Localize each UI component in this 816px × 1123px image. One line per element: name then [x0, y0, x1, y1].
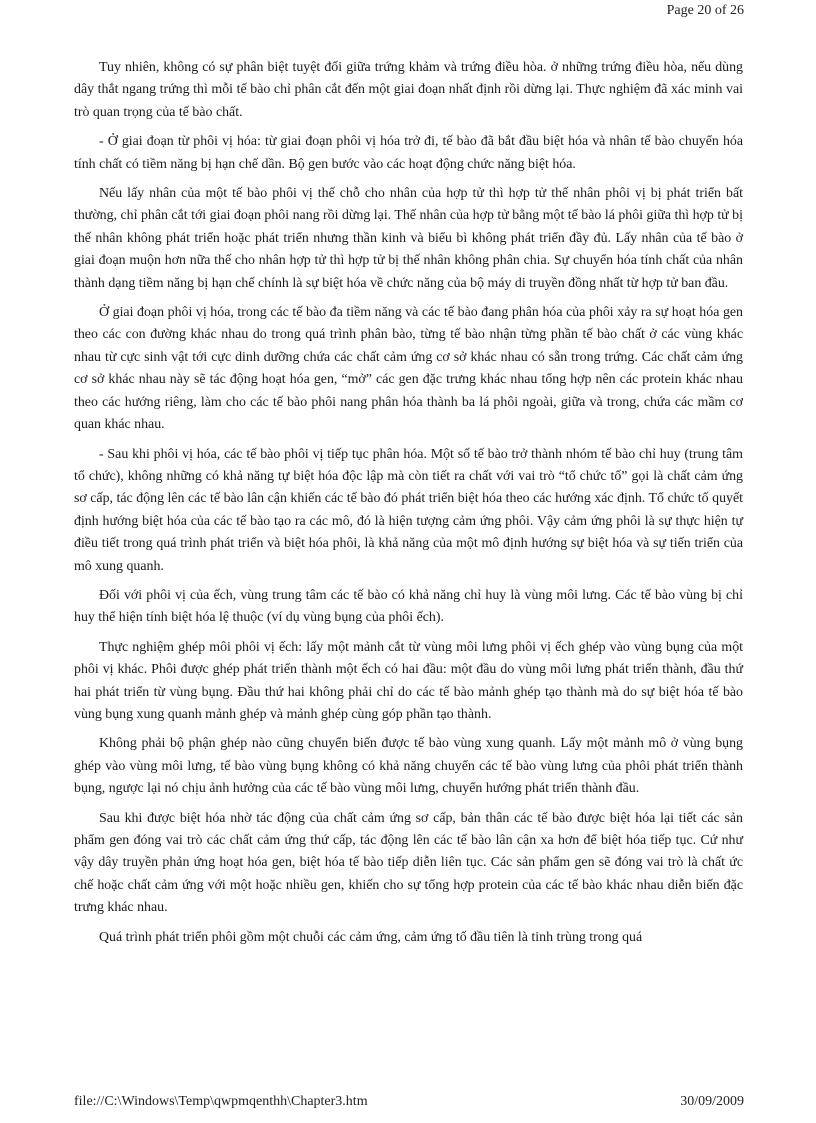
paragraph-2: - Ở giai đoạn từ phôi vị hóa: từ giai đoạn phôi vị hóa trở đi, tế bào đã bắt đầu biệt hóa và nhân tế bào chuyển hóa tính chất có tiềm năng bị hạn chế dần. Bộ gen bước vào các hoạt động chức năng biệt hóa. — [74, 134, 743, 172]
paragraph-6: Đối với phôi vị của ếch, vùng trung tâm các tế bào có khả năng chỉ huy là vùng môi lưng. Các tế bào vùng bị chỉ huy thể hiện tính biệt hóa lệ thuộc (ví dụ vùng bụng của phôi ếch). — [74, 587, 743, 626]
page-number-label: Page 20 of 26 — [666, 3, 744, 18]
paragraph-10: Quá trình phát triển phôi gồm một chuỗi các cảm ứng, cảm ứng tố đầu tiên là tinh trùng trong quá — [99, 929, 643, 945]
paragraph-8: Không phải bộ phận ghép nào cũng chuyển biến được tế bào vùng xung quanh. Lấy một mảnh mô ở vùng bụng ghép vào vùng môi lưng, tế bào vùng bụng không có khả năng chuyển các tế bào vùng lưng của phôi phát triển thành bụng, ngược lại nó chịu ảnh hưởng của các tế bào vùng môi lưng, chuyển hướng phát triển thành đầu. — [74, 736, 743, 797]
paragraph-5: - Sau khi phôi vị hóa, các tế bào phôi vị tiếp tục phân hóa. Một số tế bào trở thành nhóm tế bào chỉ huy (trung tâm tổ chức), không những có khả năng tự biệt hóa độc lập mà còn tiết ra chất với vai trò “tổ chức tố” gọi là chất cảm ứng sơ cấp, tác động lên các tế bào lân cận khiến các tế bào đó phát triển biệt hóa theo các hướng xác định. Tổ chức tố quyết định hướng biệt hóa của các tế bào tạo ra các mô, đó là hiện tượng cảm ứng phôi. Vậy cảm ứng phôi là sự thực hiện tự điều tiết trong quá trình phát triển và biệt hóa phôi, là khả năng của một mô định hướng sự biệt hóa và sự tiến triển của mô xung quanh. — [74, 446, 743, 574]
footer-file-path: file://C:\Windows\Temp\qwpmqenthh\Chapter3.htm — [74, 1094, 368, 1109]
document-body — [74, 57, 743, 956]
paragraph-3: Nếu lấy nhân của một tế bào phôi vị thế chỗ cho nhân của hợp tử thì hợp tử thế nhân phôi vị bị phát triển bất thường, chỉ phân cắt tới giai đoạn phôi nang rồi dừng lại. Thế nhân của hợp tử bằng một tế bào lá phôi giữa thì hợp tử bị thế nhân không phát triển hoặc phát triển nhưng thần kinh và biểu bì không phát triển đầy đủ. Lấy nhân của tế bào ở giai đoạn muộn hơn nữa thế cho nhân hợp tử thì hợp tử bị thế nhân không phân chia. Sự chuyển hóa tính chất của nhân thành dạng tiềm năng bị hạn chế chính là sự biệt hóa về chức năng của bộ máy di truyền đồng nhất từ hợp tử ban đầu. — [74, 186, 743, 291]
paragraph-9: Sau khi được biệt hóa nhờ tác động của chất cảm ứng sơ cấp, bản thân các tế bào được biệt hóa lại tiết các sản phẩm gen đóng vai trò các chất cảm ứng thứ cấp, tác động lên các tế bào lân cận xa hơn để biệt hóa tiếp tục. Cứ như vậy dây truyền phản ứng hoạt hóa gen, biệt hóa tế bào tiếp diễn liên tục. Các sản phẩm gen sẽ đóng vai trò là chất ức chế hoặc chất cảm ứng với một hoặc nhiều gen, khiến cho sự tổng hợp protein của các tế bào khác nhau diễn biến đặc trưng khác nhau. — [74, 810, 743, 916]
paragraph-4: Ở giai đoạn phôi vị hóa, trong các tế bào đa tiềm năng và các tế bào đang phân hóa của phôi xảy ra sự hoạt hóa gen theo các con đường khác nhau do trong quá trình phân bào, từng tế bào nhận từng phần tế bào chất ở các vùng khác nhau từ cực sinh vật tới cực dinh dưỡng chứa các chất cảm ứng cơ sở khác nhau có sẵn trong trứng. Các chất cảm ứng cơ sở khác nhau này sẽ tác động hoạt hóa gen, “mở” các gen đặc trưng khác nhau tổng hợp nên các protein khác nhau theo các hướng riêng, làm cho các tế bào phôi nang phân hóa thành ba lá phôi ngoài, giữa và trong, chứa các mầm cơ quan khác nhau. — [74, 305, 743, 433]
paragraph-1: Tuy nhiên, không có sự phân biệt tuyệt đối giữa trứng khảm và trứng điều hòa. ở những trứng điều hòa, nếu dùng dây thắt ngang trứng thì mỗi tế bào chỉ phân cắt đến một giai đoạn nhất định rồi dừng lại. Thực nghiệm đã xác minh vai trò quan trọng của tế bào chất. — [74, 60, 743, 120]
paragraph-7: Thực nghiệm ghép môi phôi vị ếch: lấy một mảnh cắt từ vùng môi lưng phôi vị ếch ghép vào vùng bụng của một phôi vị khác. Phôi được ghép phát triển thành một ếch có hai đầu: một đầu do vùng môi lưng phát triển thành, đầu thứ hai phát triển từ vùng bụng. Đầu thứ hai không phải chỉ do các tế bào mảnh ghép tạo thành mà do sự biệt hóa tế bào vùng bụng xung quanh mảnh ghép và mảnh ghép cùng góp phần tạo thành. — [74, 639, 743, 722]
footer-date: 30/09/2009 — [680, 1094, 744, 1109]
